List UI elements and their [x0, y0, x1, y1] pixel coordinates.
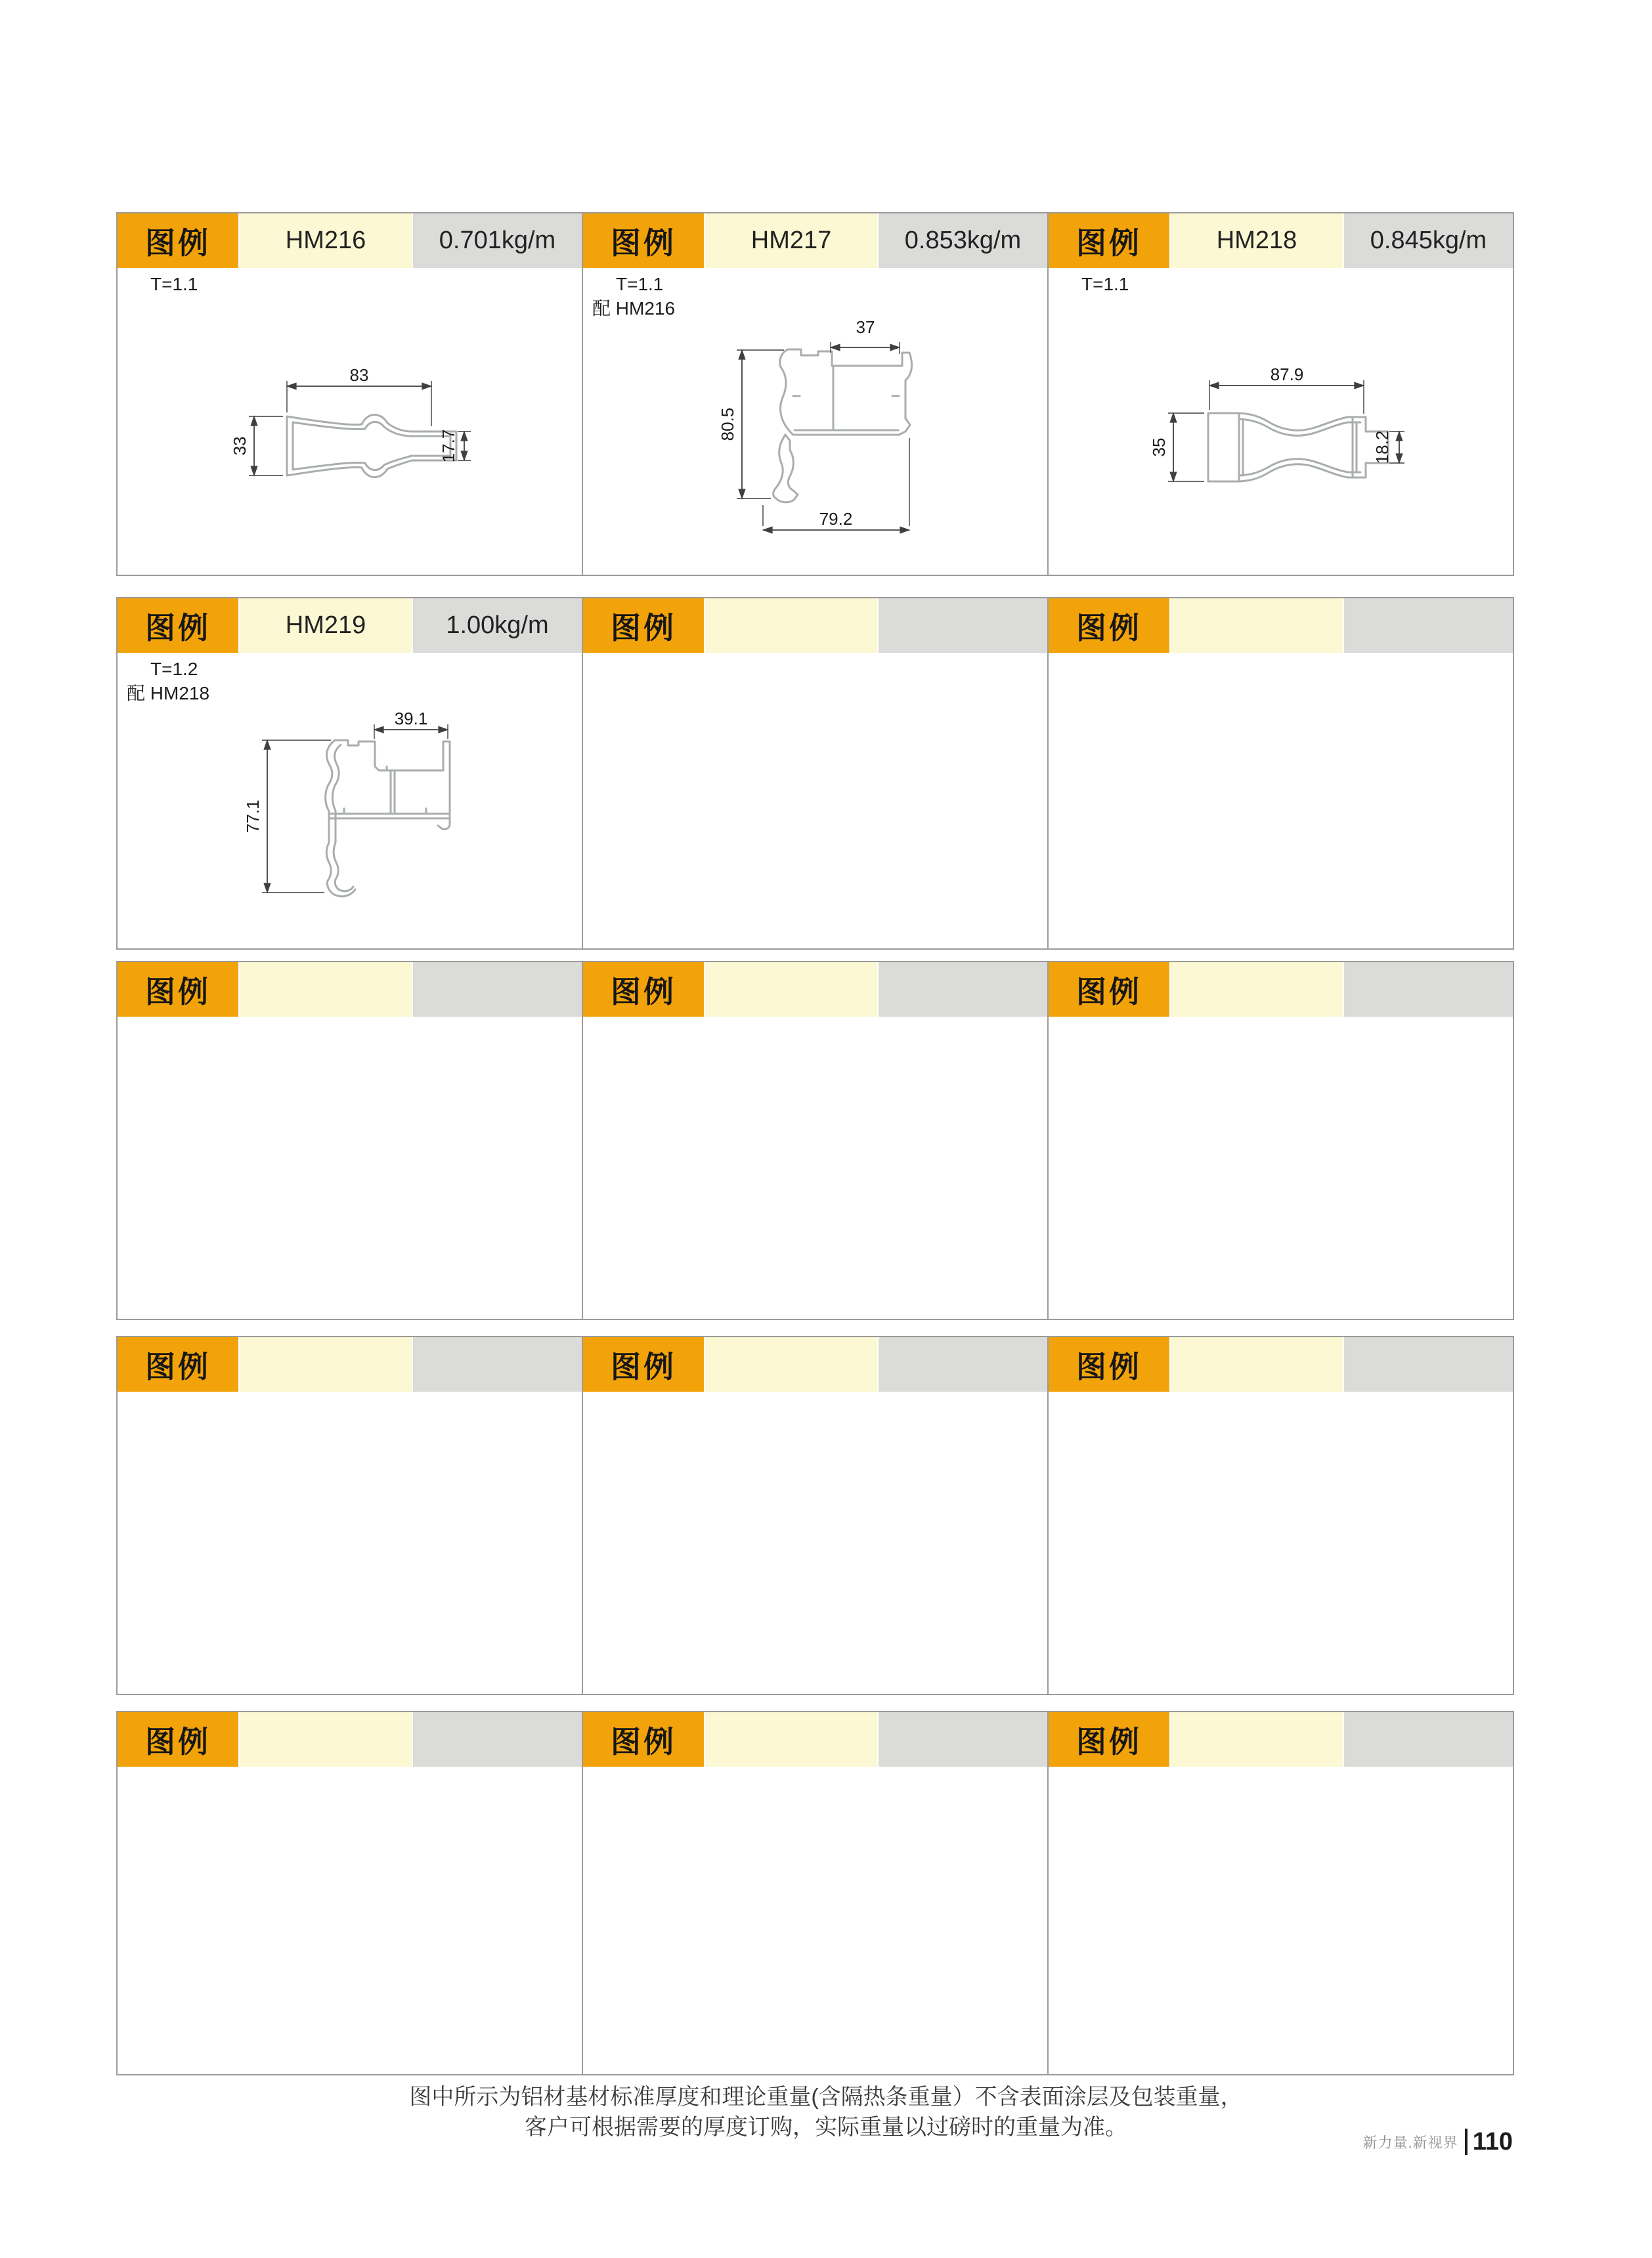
empty-profile-cell [582, 1336, 1049, 1695]
thickness-value: T=1.1 [616, 274, 664, 294]
weight-label [413, 1712, 582, 1767]
thickness-value: T=1.1 [150, 274, 198, 294]
legend-badge: 图例 [1049, 1712, 1169, 1767]
model-label [1171, 1712, 1343, 1767]
empty-profile-cell [1047, 1336, 1514, 1695]
weight-label [879, 598, 1047, 653]
legend-badge: 图例 [583, 962, 704, 1017]
empty-profile-cell [116, 1711, 583, 2075]
legend-badge: 图例 [118, 1712, 238, 1767]
profile-drawing-hm219 [229, 703, 492, 900]
cell-header [1049, 1337, 1513, 1392]
empty-profile-cell [582, 1711, 1049, 2075]
cell-header [1049, 962, 1513, 1017]
dim-left-label: 33 [230, 436, 250, 456]
empty-profile-cell [582, 961, 1049, 1320]
brand-footer [1363, 2127, 1513, 2157]
weight-label: 0.701kg/m [413, 213, 582, 268]
model-label: HM219 [240, 598, 412, 653]
footer-note-line2: 客户可根据需要的厚度订购，实际重量以过磅时的重量为准。 [525, 2115, 1127, 2140]
weight-label [1344, 962, 1513, 1017]
profile-drawing-hm217 [701, 312, 924, 539]
cell-header [583, 1712, 1047, 1767]
dim-top-label: 83 [349, 365, 369, 385]
table-row [116, 597, 1515, 950]
model-label: HM218 [1171, 213, 1343, 268]
profile-cell-hm218 [1047, 212, 1514, 576]
weight-label: 0.853kg/m [879, 213, 1047, 268]
legend-badge: 图例 [583, 213, 704, 268]
table-row [116, 212, 1515, 576]
legend-badge: 图例 [118, 962, 238, 1017]
cell-header [1049, 1712, 1513, 1767]
pairing-note: 配 HM218 [127, 682, 210, 703]
weight-label [1344, 1337, 1513, 1392]
dim-bottom-label: 79.2 [819, 509, 853, 529]
cell-header [583, 213, 1047, 268]
divider [1465, 2129, 1467, 2155]
dim-left-label: 35 [1149, 437, 1169, 457]
thickness-value: T=1.2 [150, 659, 198, 679]
dim-top-label: 87.9 [1270, 365, 1304, 384]
legend-badge: 图例 [583, 598, 704, 653]
empty-profile-cell [1047, 597, 1514, 950]
empty-profile-cell [116, 961, 583, 1320]
empty-profile-cell [116, 1336, 583, 1695]
weight-label [879, 1337, 1047, 1392]
cell-header [583, 1337, 1047, 1392]
cell-header [118, 962, 582, 1017]
empty-profile-cell [1047, 961, 1514, 1320]
model-label [1171, 1337, 1343, 1392]
weight-label [413, 962, 582, 1017]
table-row [116, 1711, 1515, 2075]
legend-badge: 图例 [1049, 962, 1169, 1017]
dim-left-label: 77.1 [243, 799, 263, 833]
brand-text: 新力量.新视界 [1362, 2134, 1458, 2151]
model-label: HM216 [240, 213, 412, 268]
cell-header [1049, 598, 1513, 653]
weight-label [1344, 598, 1513, 653]
dim-top-label: 37 [856, 317, 875, 337]
model-label [240, 1337, 412, 1392]
empty-profile-cell [582, 597, 1049, 950]
weight-label [879, 1712, 1047, 1767]
cell-header [118, 598, 582, 653]
dim-right-label: 18.2 [1372, 430, 1392, 464]
pairing-note: 配 HM216 [592, 298, 676, 319]
cell-header [118, 1337, 582, 1392]
model-label [705, 962, 877, 1017]
cell-header [583, 598, 1047, 653]
model-label [705, 598, 877, 653]
legend-badge: 图例 [1049, 598, 1169, 653]
footer-note-line1: 图中所示为铝材基材标准厚度和理论重量(含隔热条重量）不含表面涂层及包装重量， [409, 2085, 1243, 2110]
dim-left-label: 80.5 [718, 407, 737, 441]
legend-badge: 图例 [118, 1337, 238, 1392]
legend-badge: 图例 [118, 213, 238, 268]
profile-drawing-hm218 [1134, 361, 1410, 493]
profile-cell-hm219 [116, 597, 583, 950]
profile-cell-hm216 [116, 212, 583, 576]
thickness-note [127, 657, 209, 706]
thickness-value: T=1.1 [1081, 274, 1129, 294]
cell-header [118, 1712, 582, 1767]
model-label [705, 1712, 877, 1767]
thickness-note [1058, 273, 1129, 297]
dim-top-label: 39.1 [394, 709, 428, 728]
thickness-note [127, 273, 198, 297]
dim-right-label: 17.7 [439, 429, 458, 463]
model-label [705, 1337, 877, 1392]
model-label [240, 1712, 412, 1767]
profile-drawing-hm216 [203, 361, 492, 486]
model-label [240, 962, 412, 1017]
cell-header [583, 962, 1047, 1017]
cell-header [118, 213, 582, 268]
weight-label [879, 962, 1047, 1017]
page-number: 110 [1472, 2127, 1513, 2156]
thickness-note [592, 273, 675, 321]
model-label [1171, 598, 1343, 653]
model-label: HM217 [705, 213, 877, 268]
profile-cell-hm217 [582, 212, 1049, 576]
legend-badge: 图例 [118, 598, 238, 653]
legend-badge: 图例 [1049, 1337, 1169, 1392]
weight-label: 0.845kg/m [1344, 213, 1513, 268]
model-label [1171, 962, 1343, 1017]
legend-badge: 图例 [1049, 213, 1169, 268]
weight-label: 1.00kg/m [413, 598, 582, 653]
legend-badge: 图例 [583, 1337, 704, 1392]
table-row [116, 1336, 1515, 1695]
weight-label [413, 1337, 582, 1392]
empty-profile-cell [1047, 1711, 1514, 2075]
legend-badge: 图例 [583, 1712, 704, 1767]
cell-header [1049, 213, 1513, 268]
weight-label [1344, 1712, 1513, 1767]
table-row [116, 961, 1515, 1320]
